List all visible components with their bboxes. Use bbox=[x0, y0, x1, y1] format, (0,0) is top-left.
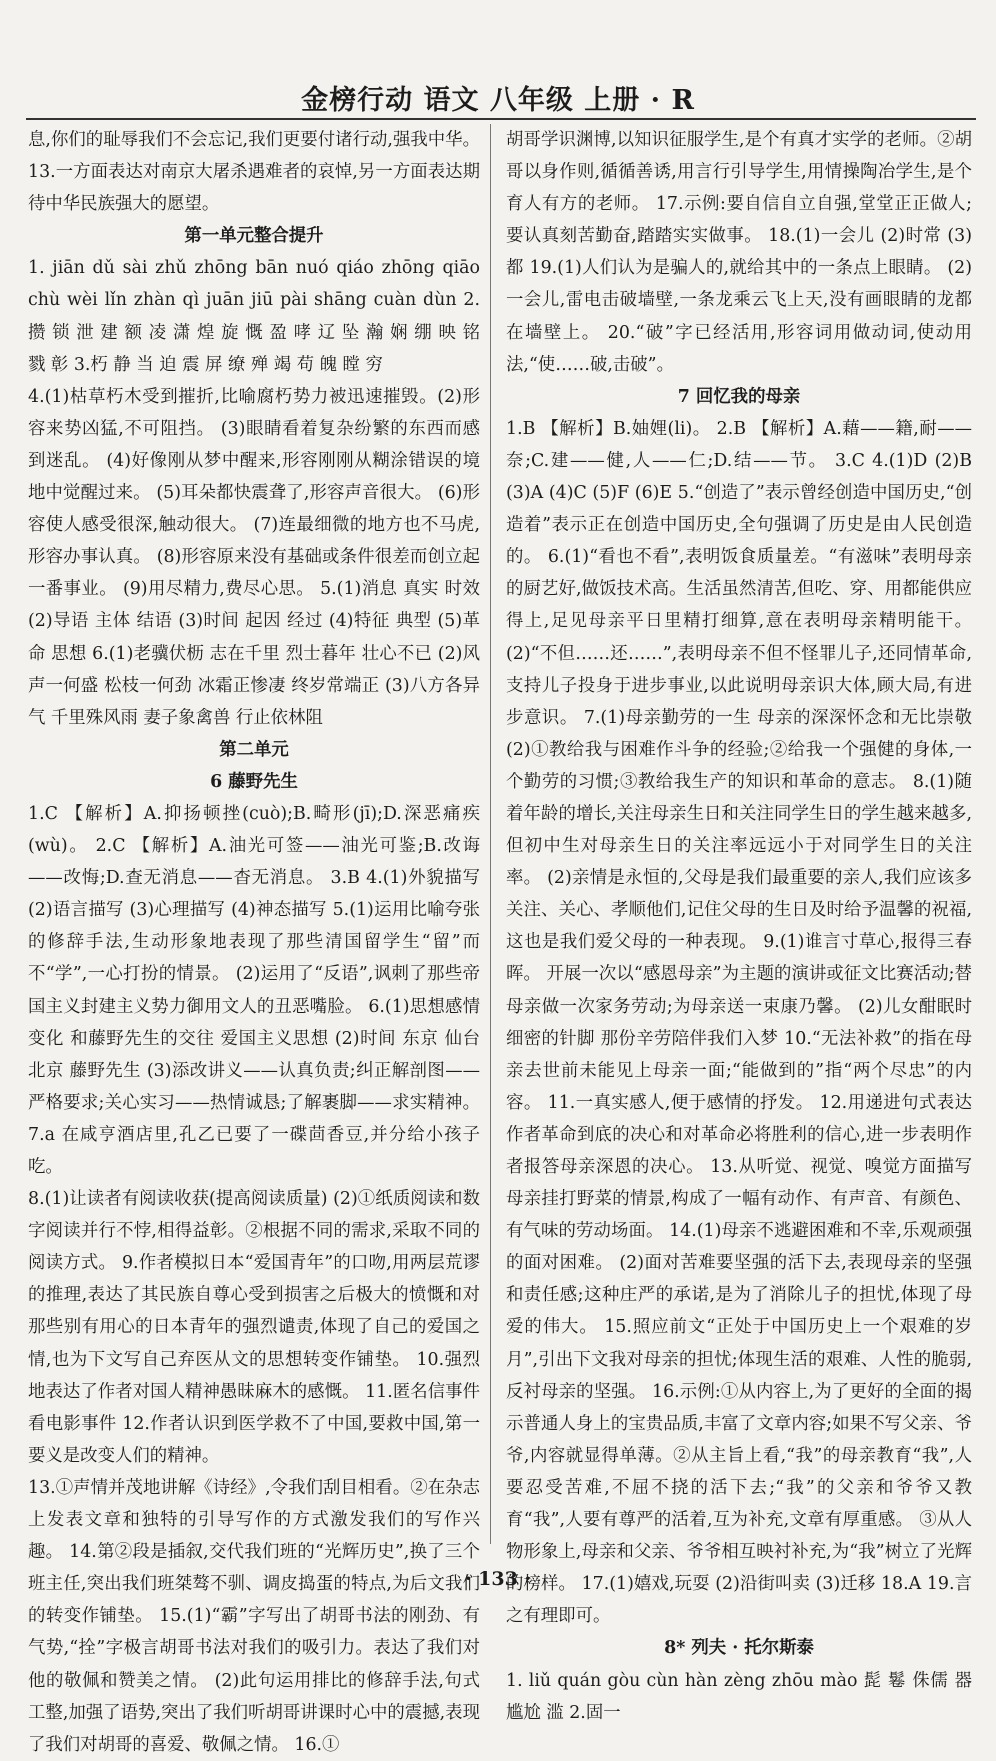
page-header-title: 金榜行动 语文 八年级 上册 · R bbox=[301, 85, 695, 116]
answer-paragraph: 13.①声情并茂地讲解《诗经》,令我们刮目相看。②在杂志上发表文章和独特的引导写作的方式激发我们的写作兴趣。 14.第②段是插叙,交代我们班的“光辉历史”,换了三个班主任,突出我们班桀骜不驯、调皮捣蛋的特点,为后文我们的转变作铺垫。 15.(1)“霸”字写出了胡哥书法的刚劲、有气势,“拴”字极言胡哥书法对我们的吸引力。表达了我们对他的敬佩和赞美之情。 (2)此句运用排比的修辞手法,句式工整,加强了语势,突出了我们听胡哥讲课时心中的震撼,表现了我们对胡哥的喜爱、敬佩之情。 16.① bbox=[28, 1477, 480, 1755]
section-heading: 第一单元整合提升 bbox=[184, 226, 324, 247]
answer-paragraph: 息,你们的耻辱我们不会忘记,我们更要付诸行动,强我中华。 13.一方面表达对南京大屠杀遇难者的哀悼,另一方面表达期待中华民族强大的愿望。 bbox=[28, 130, 480, 215]
answer-paragraph: 4.(1)枯草朽木受到摧折,比喻腐朽势力被迅速摧毁。(2)形容来势凶猛,不可阻挡。 (3)眼睛看着复杂纷繁的东西而感到迷乱。 (4)好像刚从梦中醒来,形容刚刚从糊涂错误的境地中觉醒过来。 (5)耳朵都快震聋了,形容声音很大。 (6)形容使人感受很深,触动很大。 (7)连最细微的地方也不马虎,形容办事认真。 (8)形容原来没有基础或条件很差而创立起一番事业。 (9)用尽精力,费尽心思。 5.(1)消息 真实 时效 (2)导语 主体 结语 (3)时间 起因 经过 (4)特征 典型 (5)革命 思想 6.(1)老骥伏枥 志在千里 烈士暮年 壮心不已 (2)风声一何盛 松枝一何劲 冰霜正惨凄 终岁常端正 (3)八方各异气 千里殊风雨 妻子象禽兽 行止依林阻 bbox=[28, 386, 480, 728]
section-heading: 7 回忆我的母亲 bbox=[677, 386, 801, 407]
page-number: · 133 · bbox=[464, 1568, 532, 1590]
left-column bbox=[28, 124, 480, 1761]
column-divider bbox=[490, 124, 491, 1544]
right-column bbox=[506, 124, 972, 1729]
answer-paragraph: 胡哥学识渊博,以知识征服学生,是个有真才实学的老师。②胡哥以身作则,循循善诱,用言行引导学生,用情操陶冶学生,是个育人有方的老师。 17.示例:要自信自立自强,堂堂正正做人;要认真刻苦勤奋,踏踏实实做事。 18.(1)一会儿 (2)时常 (3)都 19.(1)人们认为是骗人的,就给其中的一条点上眼睛。 (2)一会儿,雷电击破墙壁,一条龙乘云飞上天,没有画眼睛的龙都在墙壁上。 20.“破”字已经活用,形容词用做动词,使动用法,“使……破,击破”。 bbox=[506, 130, 972, 375]
answer-paragraph: 1. jiān dǔ sài zhǔ zhōng bān nuó qiáo zhōng qiāo chù wèi lǐn zhàn qì juān jiū pài shāng cuàn dùn 2.攒 锁 泄 建 额 凌 潇 煌 旋 慨 盈 哮 辽 坠 瀚 娴 绷 映 铭 戮 彰 3.朽 静 当 迫 震 屏 缭 殚 竭 苟 魄 瞠 穷 bbox=[28, 258, 480, 375]
section-heading: 6 藤野先生 bbox=[210, 771, 298, 792]
answer-paragraph: 8.(1)让读者有阅读收获(提高阅读质量) (2)①纸质阅读和数字阅读并行不悖,相得益彰。②根据不同的需求,采取不同的阅读方式。 9.作者模拟日本“爱国青年”的口吻,用两层荒谬的推理,表达了其民族自尊心受到损害之后极大的愤慨和对那些别有用心的日本青年的强烈谴责,体现了自己的爱国之情,也为下文写自己弃医从文的思想转变作铺垫。 10.强烈地表达了作者对国人精神愚昧麻木的感慨。 11.匿名信事件 看电影事件 12.作者认识到医学救不了中国,要救中国,第一要义是改变人们的精神。 bbox=[28, 1189, 480, 1466]
answer-paragraph: 1.C 【解析】A.抑扬顿挫(cuò);B.畸形(jī);D.深恶痛疾(wù)。 2.C 【解析】A.油光可签——油光可鉴;B.改诲——改悔;D.查无消息——杳无消息。 3.B 4.(1)外貌描写 (2)语言描写 (3)心理描写 (4)神态描写 5.(1)运用比喻夸张的修辞手法,生动形象地表现了那些清国留学生“留”而不“学”,一心打扮的情景。 (2)运用了“反语”,讽刺了那些帝国主义封建主义势力御用文人的丑恶嘴脸。 6.(1)思想感情变化 和藤野先生的交往 爱国主义思想 (2)时间 东京 仙台 北京 藤野先生 (3)添改讲义——认真负责;纠正解剖图——严格要求;关心实习——热情诚恳;了解裹脚——求实精神。 7.a 在咸亨酒店里,孔乙已要了一碟茴香豆,并分给小孩子吃。 bbox=[28, 803, 481, 1177]
answer-paragraph: 1.B 【解析】B.妯娌(li)。 2.B 【解析】A.藉——籍,耐——奈;C.建——健,人——仁;D.结——节。 3.C 4.(1)D (2)B (3)A (4)C (5)F (6)E 5.“创造了”表示曾经创造中国历史,“创造着”表示正在创造中国历史,全句强调了历史是由人民创造的。 6.(1)“看也不看”,表明饭食质量差。“有滋味”表明母亲的厨艺好,做饭技术高。生活虽然清苦,但吃、穿、用都能供应得上,足见母亲平日里精打细算,意在表明母亲精明能干。 (2)“不但……还……”,表明母亲不但不怪罪儿子,还同情革命,支持儿子投身于进步事业,以此说明母亲识大体,顾大局,有进步意识。 7.(1)母亲勤劳的一生 母亲的深深怀念和无比崇敬 (2)①教给我与困难作斗争的经验;②给我一个强健的身体,一个勤劳的习惯;③教给我生产的知识和革命的意志。 8.(1)随着年龄的增长,关注母亲生日和关注同学生日的学生越来越多,但初中生对母亲生日的关注率远远小于对同学生日的关注率。 (2)亲情是永恒的,父母是我们最重要的亲人,我们应该多关注、关心、孝顺他们,记住父母的生日及时给予温馨的祝福,这也是我们爱父母的一种表现。 9.(1)谁言寸草心,报得三春晖。 开展一次以“感恩母亲”为主题的演讲或征文比赛活动;替母亲做一次家务劳动;为母亲送一束康乃馨。 (2)儿女酣眠时细密的针脚 那份辛劳陪伴我们入梦 10.“无法补救”的指在母亲去世前未能见上母亲一面;“能做到的”指“两个尽忠”的内容。 11.一真实感人,便于感情的抒发。 12.用递进句式表达作者革命到底的决心和对革命必将胜利的信心,进一步表明作者报答母亲深恩的决心。 13.从听觉、视觉、嗅觉方面描写母亲挂打野菜的情景,构成了一幅有动作、有声音、有颜色、有气味的劳动场面。 14.(1)母亲不逃避困难和不幸,乐观顽强的面对困难。 (2)面对苦难要坚强的活下去,表现母亲的坚强和责任感;这种庄严的承诺,是为了消除儿子的担忧,体现了母爱的伟大。 15.照应前文“正处于中国历史上一个艰难的岁月”,引出下文我对母亲的担忧;体现生活的艰难、人性的脆弱,反衬母亲的坚强。 16.示例:①从内容上,为了更好的全面的揭示普通人身上的宝贵品质,丰富了文章内容;如果不写父亲、爷爷,内容就显得单薄。②从主旨上看,“我”的母亲教育“我”,人要忍受苦难,不屈不挠的活下去;“我”的父亲和爷爷又教育“我”,人要有尊严的活着,互为补充,文章有厚重感。 ③从人物形象上,母亲和父亲、爷爷相互映衬补充,为“我”树立了光辉的榜样。 17.(1)嬉戏,玩耍 (2)沿街叫卖 (3)迁移 18.A 19.言之有理即可。 bbox=[506, 418, 972, 1627]
section-heading: 8* 列夫 · 托尔斯泰 bbox=[664, 1638, 814, 1659]
header-rule bbox=[26, 118, 976, 120]
section-heading: 第二单元 bbox=[219, 739, 289, 760]
answer-paragraph: 1. liǔ quán gòu cùn hàn zèng zhōu mào 髭 鬈 侏儒 器 尴尬 滥 2.固一 bbox=[506, 1670, 972, 1723]
